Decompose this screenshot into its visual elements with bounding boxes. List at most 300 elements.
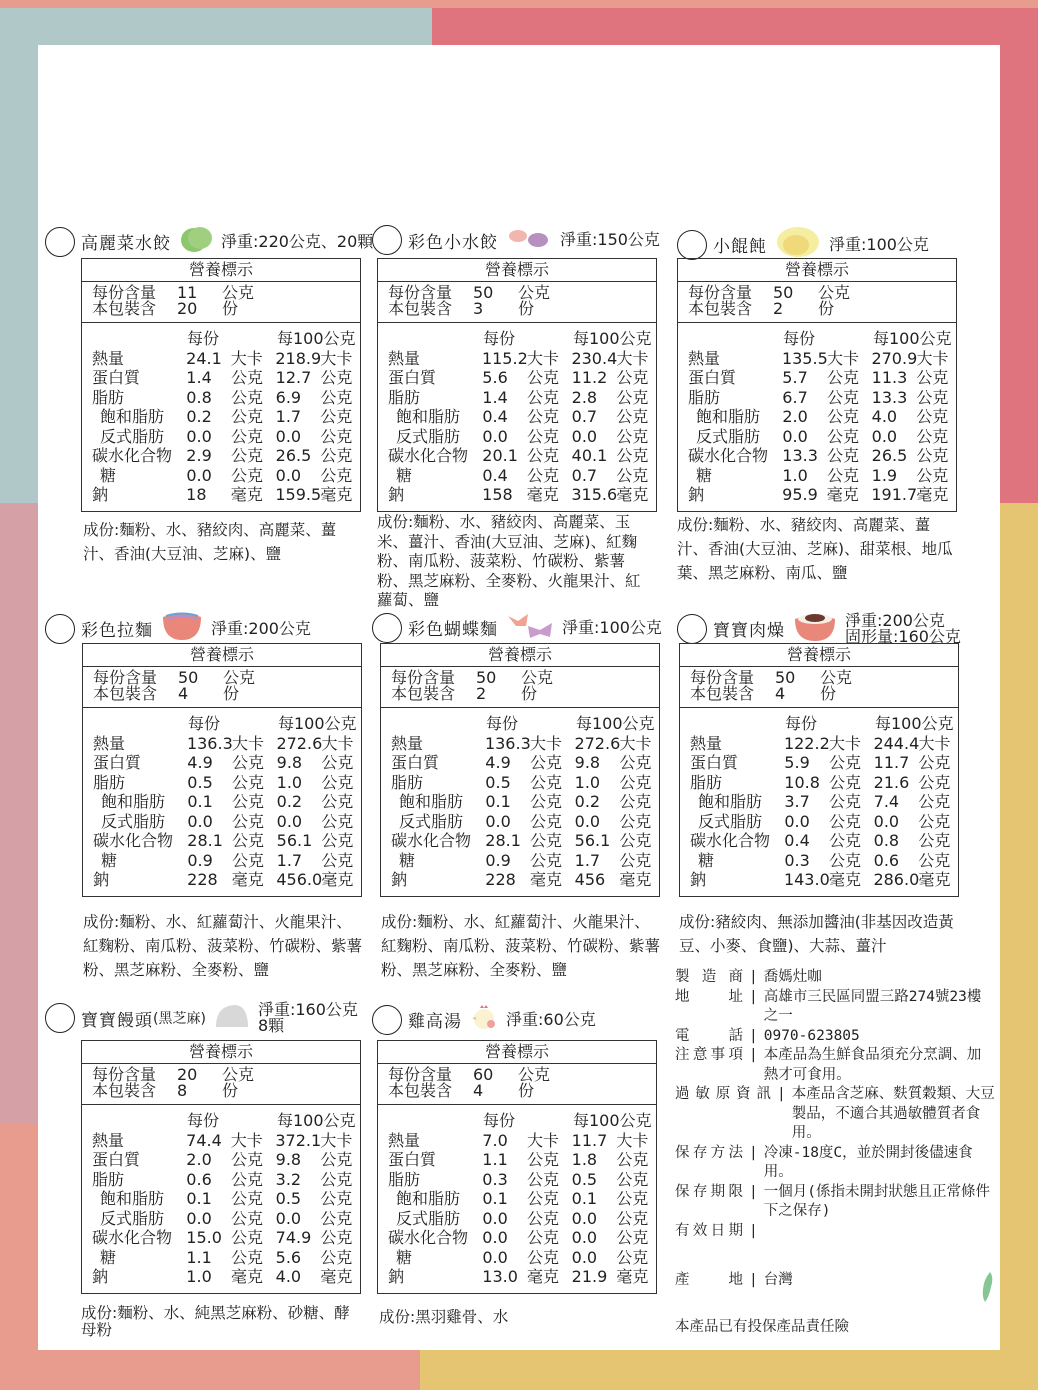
- nutrient-name: 飽和脂肪: [399, 792, 464, 811]
- nutrient-name: 糖: [101, 850, 118, 870]
- per-serving-value: 136.3: [484, 733, 531, 753]
- per-serving-value: 0.4: [784, 831, 810, 850]
- per-100g-unit: 公克: [918, 753, 951, 772]
- per-serving-value: 3.7: [784, 792, 810, 811]
- nutrient-name: 反式脂肪: [100, 426, 165, 446]
- info-value: 一個月(係指未開封狀態且正常條件下之保存): [763, 1183, 990, 1219]
- per-serving-value: 0.3: [784, 850, 810, 870]
- per-100g-value: 40.1: [571, 446, 608, 465]
- per-100g-unit: 大卡: [320, 348, 353, 368]
- per-serving-unit: 公克: [230, 407, 263, 426]
- nutrient-name: 反式脂肪: [396, 426, 461, 446]
- servings-label: 本包裝含: [388, 299, 453, 318]
- net-weight-line: 淨重:60公克: [506, 1009, 596, 1029]
- serving-info: [83, 667, 361, 708]
- nutrient-name: 熱量: [92, 348, 125, 368]
- nutrient-name: 蛋白質: [92, 368, 141, 387]
- nutrient-row: [688, 388, 956, 408]
- per-serving-value: 228: [485, 870, 516, 889]
- info-label: 產地: [675, 1272, 743, 1288]
- serving-size-unit: 公克: [518, 1065, 551, 1084]
- per-100g-value: 1.0: [276, 772, 303, 792]
- info-separator: |: [749, 1183, 758, 1200]
- nutrient-row: [690, 734, 958, 754]
- per-serving-value: 0.1: [186, 1189, 212, 1208]
- nutrient-row: [391, 870, 659, 890]
- servings-value: 8: [177, 1081, 188, 1100]
- checkbox-circle[interactable]: [372, 225, 402, 255]
- per-100g-value: 7.4: [873, 792, 900, 811]
- per-100g-header: 每100公克: [278, 714, 357, 733]
- info-value: 本產品含芝麻、麩質穀類、大豆製品，不適合其過敏體質者食用。: [791, 1086, 995, 1141]
- per-serving-unit: 公克: [826, 387, 859, 407]
- per-serving-unit: 公克: [826, 446, 859, 465]
- chicken-icon: [470, 1002, 498, 1037]
- nutrient-row: [391, 753, 659, 773]
- per-100g-value: 0.0: [571, 1208, 598, 1228]
- nutrient-name: 糖: [399, 850, 416, 870]
- per-serving-unit: 大卡: [526, 348, 559, 368]
- nutrient-name: 熱量: [388, 1130, 421, 1150]
- per-serving-value: 1.1: [482, 1150, 508, 1169]
- per-serving-value: 10.8: [784, 772, 820, 792]
- checkbox-circle[interactable]: [372, 1005, 402, 1035]
- serving-size-label: 每份含量: [391, 668, 456, 687]
- per-100g-unit: 公克: [616, 426, 649, 446]
- nutrient-row: [92, 1248, 360, 1268]
- nutrient-row: [92, 1209, 360, 1229]
- nutrient-name: 鈉: [92, 485, 109, 504]
- nutrient-name: 蛋白質: [690, 753, 739, 772]
- info-separator: |: [749, 1027, 758, 1044]
- checkbox-circle[interactable]: [45, 614, 75, 644]
- ingredients: 成份:麵粉、水、豬絞肉、高麗菜、薑汁、香油(大豆油、芝麻)、鹽: [83, 521, 337, 563]
- servings-unit: 份: [518, 1081, 535, 1100]
- nutrient-row: [92, 485, 360, 505]
- serving-size-unit: 公克: [818, 283, 851, 302]
- nutrient-row: [93, 851, 361, 871]
- serving-size-label: 每份含量: [92, 1065, 157, 1084]
- nutrient-row: [690, 773, 958, 793]
- info-row: [675, 1183, 995, 1222]
- per-serving-unit: 公克: [231, 772, 264, 792]
- per-serving-value: 18: [186, 485, 207, 504]
- product-info: [675, 968, 995, 1337]
- per-serving-value: 2.0: [782, 407, 808, 426]
- steamed-bun-icon: [214, 1003, 250, 1034]
- info-row: [675, 1144, 995, 1183]
- nutrient-name: 飽和脂肪: [100, 1189, 165, 1208]
- nutrient-name: 蛋白質: [92, 1150, 141, 1169]
- per-serving-unit: 公克: [230, 1169, 263, 1189]
- per-serving-unit: 毫克: [526, 1267, 559, 1286]
- per-100g-value: 286.0: [873, 870, 920, 889]
- per-serving-unit: 公克: [526, 407, 559, 426]
- serving-size-label: 每份含量: [388, 283, 453, 302]
- nutrient-row: [92, 368, 360, 388]
- per-100g-value: 0.5: [571, 1169, 598, 1189]
- per-100g-header: 每100公克: [873, 329, 952, 348]
- info-separator: |: [749, 1272, 758, 1288]
- nutrient-name: 反式脂肪: [698, 811, 763, 831]
- per-100g-unit: 毫克: [320, 485, 353, 504]
- nutrient-name: 脂肪: [92, 1169, 125, 1189]
- nutrient-row: [391, 773, 659, 793]
- per-100g-value: 0.2: [276, 792, 303, 811]
- per-100g-unit: 毫克: [916, 485, 949, 504]
- per-serving-unit: 公克: [526, 1228, 559, 1247]
- per-serving-value: 0.0: [485, 811, 511, 831]
- nutrient-row: [690, 851, 958, 871]
- nutrient-name: 反式脂肪: [399, 811, 464, 831]
- serving-size-unit: 公克: [518, 283, 551, 302]
- nutrition-table: [377, 258, 657, 512]
- product-header: [677, 610, 961, 647]
- per-serving-value: 5.6: [482, 368, 508, 387]
- per-100g-unit: 公克: [321, 753, 354, 772]
- nutrient-row: [388, 1248, 656, 1268]
- per-serving-unit: 公克: [529, 753, 562, 772]
- serving-size-unit: 公克: [222, 1065, 255, 1084]
- per-100g-unit: 公克: [616, 407, 649, 426]
- info-label: 保存方法: [675, 1144, 743, 1161]
- product-name: 雞高湯: [408, 1012, 462, 1032]
- net-weight: [258, 1002, 358, 1034]
- per-serving-header: 每份: [486, 714, 519, 733]
- info-label: 地址: [675, 988, 743, 1005]
- nutrient-name: 脂肪: [388, 387, 421, 407]
- per-100g-unit: 公克: [320, 1189, 353, 1208]
- nutrient-name: 熱量: [688, 348, 721, 368]
- nutrition-title: 營養標示: [82, 1041, 360, 1064]
- per-serving-value: 0.0: [186, 1208, 212, 1228]
- per-100g-value: 11.2: [571, 368, 608, 387]
- per-100g-value: 456: [574, 870, 606, 889]
- serving-size-value: 11: [177, 283, 198, 302]
- net-weight-line: 淨重:100公克: [829, 234, 929, 254]
- per-100g-value: 11.7: [571, 1130, 608, 1150]
- net-weight-line: 淨重:100公克: [562, 617, 662, 637]
- nutrient-name: 糖: [396, 465, 413, 485]
- serving-size-unit: 公克: [521, 668, 554, 687]
- nutrition-table: [679, 643, 959, 897]
- per-serving-value: 74.4: [186, 1130, 222, 1150]
- per-100g-value: 159.5: [275, 485, 322, 504]
- per-100g-unit: 公克: [320, 407, 353, 426]
- per-serving-unit: 公克: [526, 446, 559, 465]
- per-serving-unit: 公克: [529, 850, 562, 870]
- nutrient-row: [92, 388, 360, 408]
- per-serving-unit: 公克: [230, 465, 263, 485]
- product-header: [45, 610, 311, 647]
- ingredients: 成份:麵粉、水、豬絞肉、高麗菜、玉米、薑汁、香油(大豆油、芝麻)、紅麴粉、南瓜粉、菠菜粉、竹碳粉、紫薯粉、黑芝麻粉、全麥粉、火龍果汁、紅蘿蔔、鹽: [377, 513, 641, 609]
- info-row: [675, 988, 995, 1027]
- serving-info: [378, 1064, 656, 1105]
- per-serving-unit: 毫克: [230, 1267, 263, 1286]
- net-weight: [221, 231, 374, 251]
- per-100g-value: 12.7: [275, 368, 312, 387]
- nutrient-name: 熱量: [92, 1130, 125, 1150]
- servings-unit: 份: [222, 299, 239, 318]
- per-serving-value: 1.1: [186, 1247, 212, 1267]
- per-serving-value: 0.5: [187, 772, 213, 792]
- serving-size-label: 每份含量: [388, 1065, 453, 1084]
- nutrient-row: [92, 1189, 360, 1209]
- servings-unit: 份: [521, 684, 538, 703]
- nutrition-values: [82, 1105, 360, 1293]
- per-serving-value: 1.0: [782, 465, 808, 485]
- info-label: 過敏原資訊: [675, 1086, 771, 1102]
- per-100g-unit: 公克: [320, 426, 353, 446]
- per-100g-unit: 毫克: [619, 870, 652, 889]
- nutrient-row: [688, 427, 956, 447]
- servings-label: 本包裝含: [93, 684, 158, 703]
- nutrient-name: 碳水化合物: [92, 1228, 173, 1247]
- ingredients: 成份:麵粉、水、紅蘿蔔汁、火龍果汁、紅麴粉、南瓜粉、菠菜粉、竹碳粉、紫薯粉、黑芝麻粉、全麥粉、鹽: [83, 913, 363, 979]
- serving-info: [680, 667, 958, 708]
- per-100g-unit: 公克: [320, 465, 353, 485]
- net-weight: [506, 1009, 596, 1029]
- servings-unit: 份: [223, 684, 240, 703]
- ingredients: 成份:豬絞肉、無添加醬油(非基因改造黃豆、小麥、食鹽)、大蒜、薑汁: [679, 913, 954, 955]
- product-name: 高麗菜水餃: [81, 234, 171, 254]
- nutrient-name: 反式脂肪: [101, 811, 166, 831]
- per-serving-header: 每份: [783, 329, 816, 348]
- checkbox-circle[interactable]: [677, 230, 707, 260]
- per-serving-unit: 毫克: [526, 485, 559, 504]
- nutrient-row: [92, 427, 360, 447]
- nutrient-row: [92, 1267, 360, 1287]
- nutrient-name: 脂肪: [391, 772, 424, 792]
- nutrient-name: 糖: [396, 1247, 413, 1267]
- net-weight: [211, 618, 311, 638]
- nutrient-name: 熱量: [388, 348, 421, 368]
- serving-info: [82, 1064, 360, 1105]
- per-serving-value: 0.6: [186, 1169, 212, 1189]
- info-label: 注意事項: [675, 1047, 743, 1063]
- per-serving-unit: 大卡: [828, 733, 861, 753]
- per-100g-unit: 公克: [619, 831, 652, 850]
- product-name: 寶寶饅頭: [81, 1010, 153, 1031]
- net-weight-line: 淨重:150公克: [560, 230, 660, 249]
- serving-info: [678, 282, 956, 323]
- servings-value: 4: [775, 684, 786, 703]
- nutrient-row: [93, 753, 361, 773]
- noodle-bowl-icon: [161, 610, 203, 647]
- per-serving-value: 5.9: [784, 753, 810, 772]
- net-weight-line: 淨重:160公克: [257, 1000, 358, 1019]
- per-serving-unit: 公克: [231, 753, 264, 772]
- product-name: 彩色小水餃: [408, 232, 498, 253]
- per-serving-value: 122.2: [783, 733, 830, 753]
- per-serving-value: 0.1: [485, 792, 511, 811]
- per-100g-unit: 公克: [619, 772, 652, 792]
- per-100g-value: 1.8: [571, 1150, 598, 1169]
- nutrient-row: [690, 870, 958, 890]
- per-100g-value: 0.0: [571, 426, 598, 446]
- product-header: [372, 610, 662, 645]
- per-serving-unit: 毫克: [828, 870, 861, 889]
- per-serving-unit: 公克: [529, 811, 562, 831]
- servings-label: 本包裝含: [690, 684, 755, 703]
- nutrient-name: 鈉: [391, 870, 408, 889]
- per-100g-unit: 大卡: [616, 1130, 649, 1150]
- info-value: 本產品為生鮮食品須充分烹調、加熱才可食用。: [763, 1047, 982, 1083]
- cabbage-icon: [179, 225, 213, 258]
- per-serving-unit: 公克: [526, 368, 559, 387]
- per-serving-unit: 公克: [529, 831, 562, 850]
- per-100g-unit: 大卡: [616, 348, 649, 368]
- per-100g-unit: 毫克: [320, 1267, 353, 1286]
- per-100g-unit: 公克: [616, 1189, 649, 1208]
- per-100g-value: 456.0: [276, 870, 323, 889]
- nutrition-values: [678, 323, 956, 511]
- nutrient-row: [93, 792, 361, 812]
- per-serving-value: 1.4: [186, 368, 212, 387]
- nutrient-name: 飽和脂肪: [696, 407, 761, 426]
- per-serving-unit: 公克: [526, 1169, 559, 1189]
- per-serving-value: 95.9: [782, 485, 818, 504]
- per-serving-unit: 大卡: [526, 1130, 559, 1150]
- per-serving-value: 0.9: [187, 850, 213, 870]
- per-100g-header: 每100公克: [573, 1111, 652, 1130]
- per-100g-value: 9.8: [276, 753, 303, 772]
- per-serving-value: 1.0: [186, 1267, 212, 1286]
- per-serving-unit: 公克: [230, 1247, 263, 1267]
- nutrition-values: [378, 323, 656, 511]
- per-serving-value: 0.0: [186, 426, 212, 446]
- per-100g-value: 0.5: [275, 1189, 302, 1208]
- nutrition-values: [378, 1105, 656, 1293]
- nutrient-name: 反式脂肪: [100, 1208, 165, 1228]
- nutrient-name: 碳水化合物: [690, 831, 771, 850]
- nutrient-name: 鈉: [690, 870, 707, 889]
- nutrient-row: [93, 812, 361, 832]
- nutrient-row: [388, 446, 656, 466]
- per-100g-value: 270.9: [871, 348, 918, 368]
- per-serving-value: 24.1: [186, 348, 222, 368]
- nutrient-row: [388, 407, 656, 427]
- nutrient-name: 脂肪: [690, 772, 723, 792]
- per-100g-value: 230.4: [571, 348, 618, 368]
- per-serving-unit: 公克: [826, 407, 859, 426]
- nutrient-row: [388, 485, 656, 505]
- nutrient-name: 碳水化合物: [391, 831, 472, 850]
- per-100g-value: 0.0: [571, 1247, 598, 1267]
- per-100g-unit: 公克: [320, 1228, 353, 1247]
- per-100g-value: 0.0: [873, 811, 900, 831]
- per-100g-unit: 公克: [916, 368, 949, 387]
- per-serving-value: 0.4: [482, 465, 508, 485]
- checkbox-circle[interactable]: [45, 1003, 75, 1033]
- per-serving-unit: 公克: [230, 1189, 263, 1208]
- nutrient-name: 熱量: [93, 733, 126, 753]
- servings-value: 20: [177, 299, 198, 318]
- per-serving-unit: 大卡: [230, 1130, 263, 1150]
- per-100g-value: 1.7: [275, 407, 302, 426]
- per-serving-unit: 公克: [526, 387, 559, 407]
- info-separator: |: [777, 1086, 786, 1102]
- per-serving-value: 0.0: [782, 426, 808, 446]
- per-serving-header: 每份: [483, 329, 516, 348]
- nutrient-name: 熱量: [391, 733, 424, 753]
- per-serving-value: 15.0: [186, 1228, 222, 1247]
- per-serving-value: 0.0: [482, 426, 508, 446]
- servings-value: 4: [178, 684, 189, 703]
- info-separator: |: [749, 988, 758, 1005]
- per-100g-value: 21.6: [873, 772, 910, 792]
- info-value: 高雄市三民區同盟三路274號23樓之一: [763, 988, 982, 1024]
- per-serving-unit: 公克: [230, 368, 263, 387]
- per-serving-unit: 公克: [828, 850, 861, 870]
- nutrient-row: [388, 349, 656, 369]
- info-separator: |: [749, 1144, 758, 1161]
- nutrient-row: [388, 1189, 656, 1209]
- nutrient-row: [688, 446, 956, 466]
- per-serving-unit: 毫克: [231, 870, 264, 889]
- product-name: 彩色蝴蝶麵: [408, 620, 498, 640]
- ingredients: 成份:麵粉、水、豬絞肉、高麗菜、薑汁、香油(大豆油、芝麻)、甜菜根、地瓜葉、黑芝麻粉、南瓜、鹽: [677, 516, 953, 582]
- serving-size-unit: 公克: [222, 283, 255, 302]
- per-100g-header: 每100公克: [277, 1111, 356, 1130]
- per-100g-value: 1.7: [574, 850, 601, 870]
- per-100g-value: 0.0: [275, 1208, 302, 1228]
- per-100g-unit: 公克: [619, 811, 652, 831]
- product-header: [45, 1002, 358, 1034]
- per-100g-value: 244.4: [873, 733, 920, 753]
- checkbox-circle[interactable]: [372, 613, 402, 643]
- per-100g-unit: 大卡: [321, 733, 354, 753]
- per-100g-unit: 公克: [916, 426, 949, 446]
- nutrient-name: 蛋白質: [688, 368, 737, 387]
- info-row: [675, 1222, 995, 1242]
- per-serving-unit: 公克: [526, 1189, 559, 1208]
- per-100g-value: 3.2: [275, 1169, 302, 1189]
- checkbox-circle[interactable]: [45, 227, 75, 257]
- per-100g-unit: 大卡: [619, 733, 652, 753]
- nutrient-name: 糖: [696, 465, 713, 485]
- per-serving-unit: 大卡: [529, 733, 562, 753]
- per-100g-unit: 公克: [320, 1150, 353, 1169]
- per-100g-unit: 公克: [616, 1228, 649, 1247]
- nutrient-name: 反式脂肪: [696, 426, 761, 446]
- checkbox-circle[interactable]: [677, 614, 707, 644]
- product-header: [372, 225, 660, 255]
- per-100g-unit: 毫克: [616, 485, 649, 504]
- per-serving-value: 0.4: [482, 407, 508, 426]
- per-100g-unit: 公克: [619, 753, 652, 772]
- product-name: 小餛飩: [713, 237, 767, 257]
- nutrient-name: 碳水化合物: [688, 446, 769, 465]
- product-header: [45, 225, 373, 258]
- nutrient-row: [388, 466, 656, 486]
- per-serving-unit: 公克: [231, 850, 264, 870]
- info-row: [675, 1046, 995, 1085]
- serving-size-label: 每份含量: [93, 668, 158, 687]
- nutrient-row: [92, 407, 360, 427]
- per-serving-value: 0.0: [482, 1208, 508, 1228]
- servings-label: 本包裝含: [92, 299, 157, 318]
- nutrient-name: 鈉: [688, 485, 705, 504]
- per-serving-unit: 大卡: [231, 733, 264, 753]
- nutrient-row: [391, 851, 659, 871]
- per-100g-value: 74.9: [275, 1228, 312, 1247]
- per-serving-header: 每份: [785, 714, 818, 733]
- per-serving-value: 7.0: [482, 1130, 508, 1150]
- nutrient-row: [93, 734, 361, 754]
- ingredients: 成份:麵粉、水、純黑芝麻粉、砂糖、酵母粉: [81, 1304, 350, 1339]
- dumplings-icon: [506, 227, 552, 254]
